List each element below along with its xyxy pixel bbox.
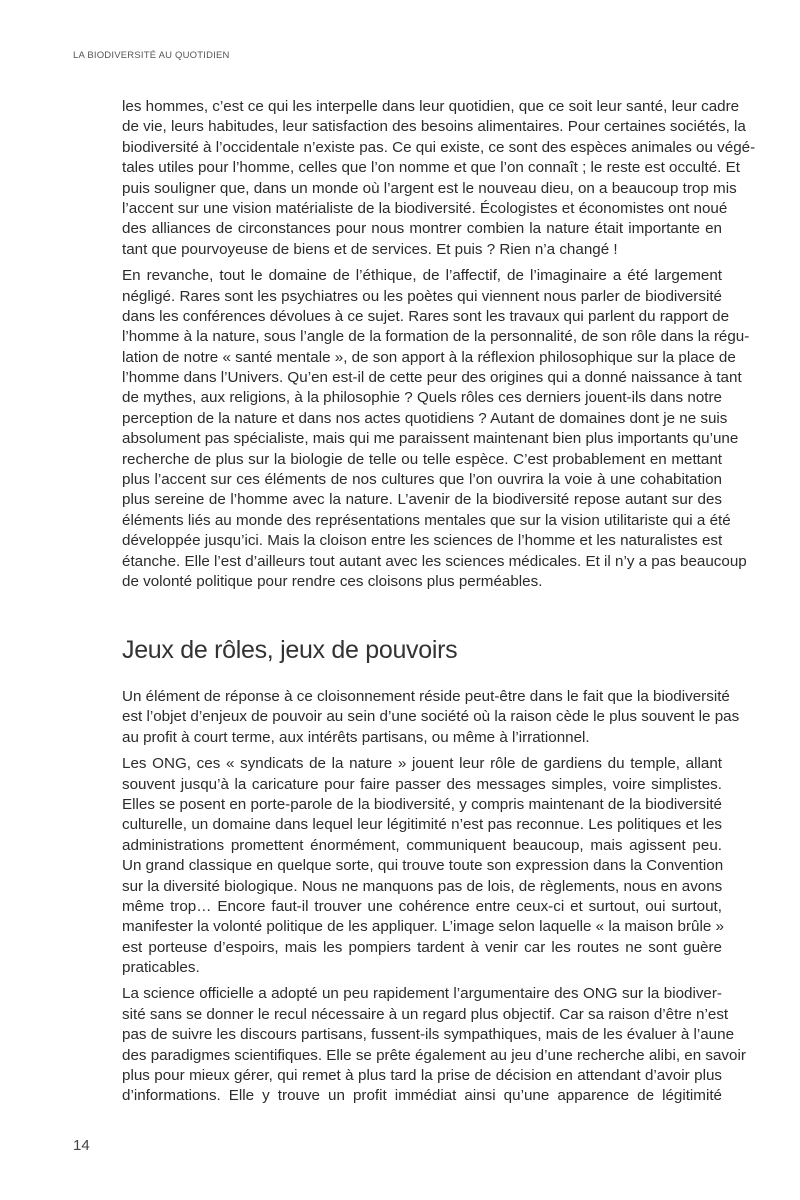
section-2-body bbox=[122, 687, 746, 1107]
text-line: des alliances de circonstances pour nous montrer combien la nature était importante en bbox=[122, 220, 722, 238]
text-line: Un élément de réponse à ce cloisonnement réside peut-être dans le fait que la biodiversité bbox=[122, 688, 730, 705]
text-line: de volonté politique pour rendre ces cloisons plus perméables. bbox=[122, 572, 543, 590]
paragraph bbox=[122, 754, 722, 978]
text-line: administrations promettent énormément, communiquent beaucoup, mais agissent peu. bbox=[122, 836, 722, 854]
text-line: La science officielle a adopté un peu rapidement l’argumentaire des ONG sur la biodiver- bbox=[122, 985, 722, 1003]
section-heading: Jeux de rôles, jeux de pouvoirs bbox=[122, 636, 458, 664]
text-line: culturelle, un domaine dans lequel leur légitimité n’est pas reconnue. Les politiques et les bbox=[122, 816, 722, 834]
section-1-body bbox=[122, 97, 756, 592]
page-number: 14 bbox=[73, 1137, 90, 1154]
text-line: Elles se posent en porte-parole de la biodiversité, y compris maintenant de la biodiversité bbox=[122, 795, 722, 813]
paragraph bbox=[122, 687, 740, 748]
text-line: de vie, leurs habitudes, leur satisfaction des besoins alimentaires. Pour certaines sociétés, la bbox=[122, 118, 746, 136]
text-line: absolument pas spécialiste, mais qui me paraissent maintenant bien plus importants qu’une bbox=[122, 430, 739, 448]
text-line: recherche de plus sur la biologie de telle ou telle espèce. C’est probablement en mettant bbox=[122, 450, 722, 468]
text-line: Un grand classique en quelque sorte, qui trouve toute son expression dans la Convention bbox=[122, 857, 724, 875]
text-line: l’homme dans l’Univers. Qu’en est-il de cette peur des origines qui a donné naissance à tant bbox=[122, 369, 742, 387]
text-line: développée jusqu’ici. Mais la cloison entre les sciences de l’homme et les naturalistes est bbox=[122, 532, 723, 550]
text-line: de mythes, aux religions, à la philosophie ? Quels rôles ces derniers jouent-ils dans notre bbox=[122, 389, 722, 407]
text-line: sité sans se donner le recul nécessaire à un regard plus objectif. Car sa raison d’être n’est bbox=[122, 1005, 729, 1023]
text-line: En revanche, tout le domaine de l’éthique, de l’affectif, de l’imaginaire a été largement bbox=[122, 267, 722, 285]
text-line: des paradigmes scientifiques. Elle se prête également au jeu d’une recherche alibi, en savoir bbox=[122, 1046, 746, 1064]
text-line: les hommes, c’est ce qui les interpelle dans leur quotidien, que ce soit leur santé, leur cadre bbox=[122, 98, 740, 115]
text-line: négligé. Rares sont les psychiatres ou les poètes qui viennent nous parler de biodiversité bbox=[122, 287, 722, 305]
text-line: tales utiles pour l’homme, celles que l’on nomme et que l’on connaît ; le reste est occulté. Et bbox=[122, 159, 740, 177]
text-line: même trop… Encore faut-il trouver une cohérence entre ceux-ci et surtout, oui surtout, bbox=[122, 897, 722, 915]
text-line: au profit à court terme, aux intérêts partisans, ou même à l’irrationnel. bbox=[122, 728, 590, 746]
text-line: éléments liés au monde des représentations mentales que sur la vision utilitariste qui a été bbox=[122, 511, 731, 529]
text-line: praticables. bbox=[122, 959, 200, 977]
text-line: manifester la volonté politique de les appliquer. L’image selon laquelle « la maison brûle » bbox=[122, 918, 724, 936]
running-header: LA BIODIVERSITÉ AU QUOTIDIEN bbox=[73, 50, 230, 61]
text-line: dans les conférences dévolues à ce sujet. Rares sont les travaux qui parlent du rapport de bbox=[122, 307, 730, 325]
text-line: l’homme à la nature, sous l’angle de la formation de la personnalité, de son rôle dans la régu- bbox=[122, 328, 750, 346]
text-line: d’informations. Elle y trouve un profit immédiat ainsi qu’une apparence de légitimité bbox=[122, 1087, 722, 1105]
text-line: Les ONG, ces « syndicats de la nature » jouent leur rôle de gardiens du temple, allant bbox=[122, 755, 722, 773]
paragraph bbox=[122, 97, 756, 260]
text-line: sur la diversité biologique. Nous ne manquons pas de lois, de règlements, nous en avons bbox=[122, 877, 723, 895]
text-line: puis souligner que, dans un monde où l’argent est le nouveau dieu, on a beaucoup trop mis bbox=[122, 179, 737, 197]
text-line: plus pour mieux gérer, qui remet à plus tard la prise de décision en attendant d’avoir plus bbox=[122, 1067, 722, 1085]
paragraph bbox=[122, 984, 746, 1106]
text-line: l’accent sur une vision matérialiste de la biodiversité. Écologistes et économistes ont noué bbox=[122, 199, 728, 217]
text-line: étanche. Elle l’est d’ailleurs tout autant avec les sciences médicales. Et il n’y a pas beaucoup bbox=[122, 552, 747, 570]
text-line: est l’objet d’enjeux de pouvoir au sein d’une société où la raison cède le plus souvent le pas bbox=[122, 708, 740, 726]
text-line: plus l’accent sur ces éléments de nos cultures que l’on ouvrira la voie à une cohabitation bbox=[122, 471, 722, 489]
text-line: perception de la nature et dans nos actes quotidiens ? Autant de domaines dont je ne suis bbox=[122, 409, 728, 427]
text-line: tant que pourvoyeuse de biens et de services. Et puis ? Rien n’a changé ! bbox=[122, 240, 618, 258]
text-line: lation de notre « santé mentale », de son apport à la réflexion philosophique sur la place de bbox=[122, 348, 736, 366]
text-line: est porteuse d’espoirs, mais les pompiers tardent à venir car les routes ne sont guère bbox=[122, 938, 722, 956]
text-line: plus sereine de l’homme avec la nature. L’avenir de la biodiversité repose autant sur des bbox=[122, 491, 722, 509]
text-line: souvent jusqu’à la caricature pour faire passer des messages simples, voire simplistes. bbox=[122, 775, 722, 793]
paragraph bbox=[122, 266, 750, 592]
text-line: pas de suivre les discours partisans, fussent-ils sympathiques, mais de les évaluer à l’aune bbox=[122, 1026, 735, 1044]
text-line: biodiversité à l’occidentale n’existe pas. Ce qui existe, ce sont des espèces animales ou végé- bbox=[122, 138, 756, 156]
